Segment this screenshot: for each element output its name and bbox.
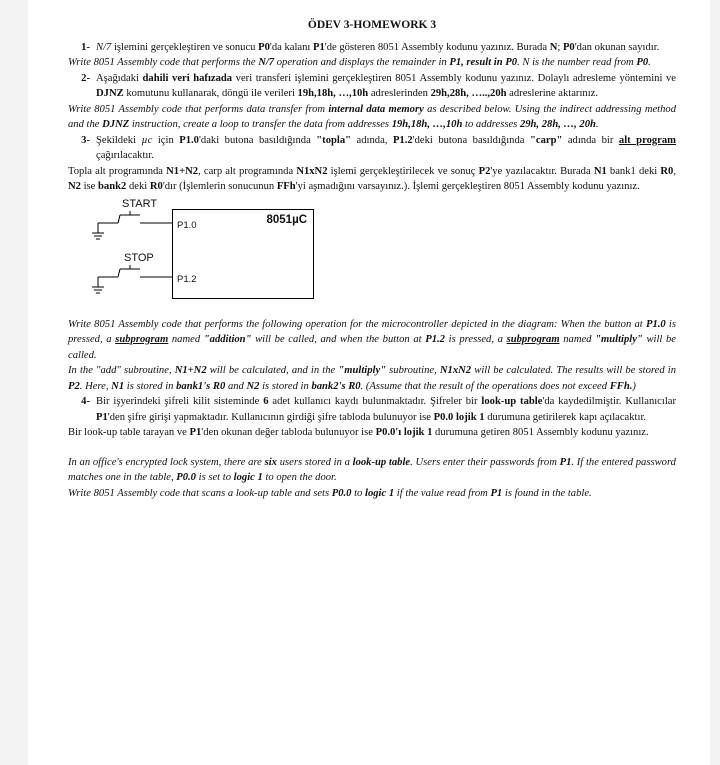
question-4-turkish [68,394,676,425]
question-2-turkish [68,71,676,102]
question-1-turkish [68,40,676,56]
question-3-english-detail: In the "add" subroutine, N1+N2 will be calculated, and in the "multiply" subroutine, N1xN2 will be calculated. The results will be stored in P2. Here, N1 is stored in bank1's R0 and N2 is stored in bank2's R0. (Assume that the result of the operations does not exceed FFh.) [68,365,677,392]
stop-button-icon [98,265,172,287]
question-3-turkish-detail: Topla alt programında N1+N2, carp alt programında N1xN2 işlemi gerçekleştirilecek ve sonuç P2'ye yazılacaktır. Burada N1 bank1 deki R0, N2 ise bank2 deki R0'dır (İşlemlerin sonucunun FFh'yi aşmadığını varsayınız.). İşlemi gerçekleştiren 8051 Assembly kodunu yazınız. [68,165,676,192]
question-4-turkish-detail: Bir look-up table tarayan ve P1'den okunan değer tabloda bulunuyor ise P0.0'ı lojik 1 durumuna getiren 8051 Assembly kodunu yazınız. [68,427,649,438]
question-2-tr-text: Aşağıdaki dahili veri hafızada veri transferi işlemini gerçekleştiren 8051 Assembly kodunu yazınız. Dolaylı adresleme yöntemini ve DJNZ komutunu kullanarak, döngü ile verileri 19h,18h, …,10h adreslerinden 29h,28h, …..,20h adreslerine aktarınız. [96,72,676,99]
question-3-tr-text: Şekildeki µc için P1.0'daki butona basıldığında "topla" adında, P1.2'deki butona basıldığında "carp" adında bir alt program çağırılacaktır. [96,134,676,161]
question-2-number: 2- [81,72,90,84]
question-1-number: 1- [81,41,90,53]
document-page [28,0,710,765]
pin-p1-2: P1.2 [177,273,197,285]
start-label: START [122,197,158,210]
question-4-english: In an office's encrypted lock system, there are six users stored in a look-up table. Users enter their passwords from P1. If the entered password matches one in the table, P0.0 is set to logic 1 to open the door. [68,456,676,483]
document-content [68,18,676,501]
chip-label: 8051µC [266,213,307,226]
ground-icon-2 [92,287,104,293]
pin-p1-0: P1.0 [177,219,197,231]
question-3-english: Write 8051 Assembly code that performs the following operation for the microcontroller depicted in the diagram: When the button at P1.0 is pressed, a subprogram named "addition" will be called, and when the button at P1.2 is pressed, a subprogram named "multiply" will be called. [68,318,677,361]
page-title: ÖDEV 3-HOMEWORK 3 [307,19,437,31]
button-wiring [68,199,188,311]
circuit-diagram [68,199,676,311]
question-4-english-detail: Write 8051 Assembly code that scans a look-up table and sets P0.0 to logic 1 if the value read from P1 is found in the table. [68,487,592,499]
ground-icon-1 [92,233,104,239]
question-1-english: Write 8051 Assembly code that performs the N/7 operation and displays the remainder in P1, result in P0. N is the number read from P0. [68,57,651,68]
spacer [68,441,676,455]
start-button-icon [98,211,172,233]
question-1-tr-text: N/7 işlemini gerçekleştiren ve sonucu P0'da kalanı P1'de gösteren 8051 Assembly kodunu yazınız. Burada N; P0'dan okunan sayıdır. [96,41,660,53]
question-3-number: 3- [81,134,90,146]
stop-label: STOP [124,251,154,264]
microcontroller-chip [172,209,314,299]
question-4-tr-text: Bir işyerindeki şifreli kilit sisteminde 6 adet kullanıcı kaydı bulunmaktadır. Şifreler bir look-up table'da kaydedilmiştir. Kullanıcılar P1'den şifre girişi yapmaktadır. Kullanıcının girdiği şifre tabloda bulunuyor ise P0.0 lojik 1 durumuna getirilerek kapı açılacaktır. [96,396,676,423]
question-3-turkish [68,133,676,164]
question-2-english: Write 8051 Assembly code that performs data transfer from internal data memory as described below. Using the indirect addressing method and the DJNZ instruction, create a loop to transfer the data from addresses 19h,18h, …,10h to addresses 29h, 28h, …, 20h. [68,103,677,130]
question-4-number: 4- [81,396,90,407]
